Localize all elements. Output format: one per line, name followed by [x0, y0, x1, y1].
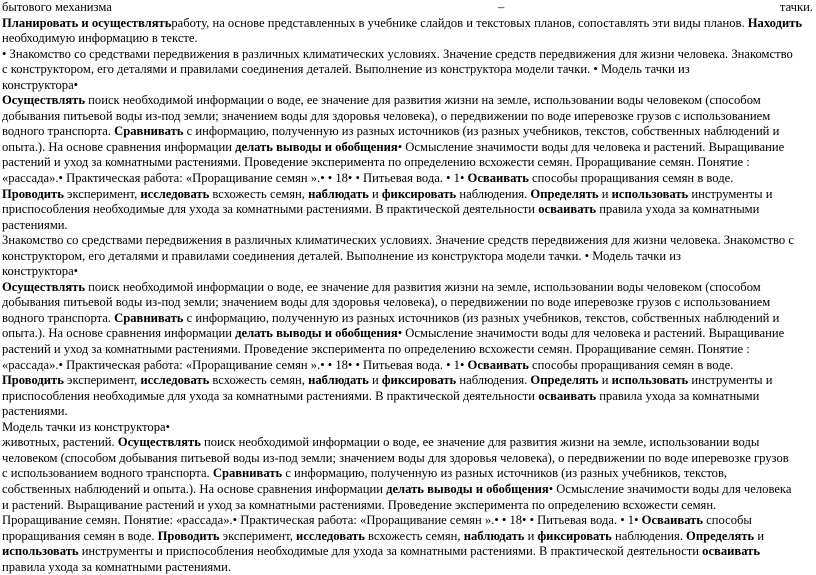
bold-term: осваивать	[538, 388, 597, 403]
text-run: наблюдения.	[456, 186, 531, 201]
bold-term: исследовать	[140, 186, 210, 201]
text-line	[2, 93, 813, 109]
text-line	[2, 544, 813, 560]
text-line	[2, 109, 813, 125]
text-line	[2, 498, 813, 514]
bold-term: исследовать	[140, 373, 210, 388]
text-run: и растений. Выращивание растений и уход за комнатными растениями. Проведение эксперимента по определению всхожести семян.	[2, 497, 717, 512]
bold-term: делать выводы и обобщения	[235, 139, 398, 154]
text-run: • Осмысление значимости воды для человека и растений. Выращивание	[397, 326, 785, 341]
text-line	[2, 482, 813, 498]
text-line	[2, 435, 813, 451]
text-run: правила ухода за комнатными	[596, 388, 760, 403]
text-run: наблюдения.	[456, 373, 531, 388]
bold-term: Проводить	[2, 186, 64, 201]
text-run: добывания питьевой воды из-под земли; значением воды для здоровья человека), о передвижении по воде иперевозке грузов с использованием	[2, 295, 771, 310]
text-run: опыта.). На основе сравнения информации	[2, 139, 236, 154]
bold-term: использовать	[611, 186, 689, 201]
text-run: конструктора•	[2, 264, 79, 279]
text-run: «рассада».• Практическая работа: «Проращивание семян ».• • 18• • Питьевая вода. • 1•	[2, 171, 468, 186]
text-line	[2, 326, 813, 342]
text-run: эксперимент,	[63, 373, 141, 388]
text-run: • Осмысление значимости воды для человека	[548, 481, 792, 496]
text-run: всхожесть семян,	[209, 186, 309, 201]
text-run: приспособления необходимые для ухода за комнатными растениями. В практической деятельности	[2, 202, 539, 217]
text-run: Проращивание семян. Понятие: «рассада».• Практическая работа: «Проращивание семян ».• • 18• • Питьевая вода. • 1•	[2, 513, 642, 528]
text-run: водного транспорта.	[2, 310, 115, 325]
text-run: способы проращивания семян в воде.	[528, 171, 734, 186]
text-line	[2, 264, 813, 280]
text-run: и	[368, 373, 382, 388]
bold-term: Осуществлять	[2, 279, 86, 294]
text-run: инструменты и приспособления необходимые для ухода за комнатными растениями. В практической деятельности	[78, 544, 703, 559]
bold-term: осваивать	[702, 544, 761, 559]
text-run: Знакомство со средствами передвижения в различных климатических условиях. Значение средств передвижения для жизни человека. Знакомство с	[2, 233, 794, 248]
text-line	[2, 233, 813, 249]
text-run: водного транспорта.	[2, 124, 115, 139]
bold-term: Определять	[530, 186, 599, 201]
bold-term: использовать	[611, 373, 689, 388]
text-line	[2, 451, 813, 467]
text-line	[2, 62, 813, 78]
text-run: способы	[703, 513, 752, 528]
text-line	[2, 358, 813, 374]
text-line	[2, 16, 813, 32]
bold-term: Осваивать	[467, 171, 529, 186]
text-run: с конструктором, его деталями и правилами соединения деталей. Выполнение из конструктора модели тачки. • Модель тачки из	[2, 62, 690, 77]
text-line	[2, 187, 813, 203]
text-run: и	[524, 528, 538, 543]
text-run: и	[754, 528, 765, 543]
bold-term: Сравнивать	[114, 310, 184, 325]
text-run: правила ухода за комнатными растениями.	[2, 559, 232, 574]
bold-term: наблюдать	[308, 186, 369, 201]
text-line	[2, 420, 813, 436]
text-line	[2, 47, 813, 63]
text-run: поиск необходимой информации о воде, ее значение для развития жизни на земле, использовании воды	[200, 435, 760, 450]
header-right-text: тачки.	[779, 0, 813, 14]
text-line	[2, 202, 813, 218]
text-run: конструктора•	[2, 77, 79, 92]
text-run: эксперимент,	[219, 528, 296, 543]
text-run: с информацию, полученную из разных источников (из разных учебников, текстов,	[282, 466, 728, 481]
text-line	[2, 249, 813, 265]
text-run: с использованием водного транспорта.	[2, 466, 213, 481]
text-run: поиск необходимой информации о воде, ее значение для развития жизни на земле, использовании воды человеком (способом	[85, 93, 761, 108]
text-run: и	[598, 373, 612, 388]
text-run: эксперимент,	[63, 186, 141, 201]
bold-term: наблюдать	[308, 373, 369, 388]
document-body	[2, 16, 813, 575]
bold-term: Находить	[747, 15, 803, 30]
text-line	[2, 373, 813, 389]
text-run: всхожесть семян,	[209, 373, 309, 388]
text-run: инструменты и	[688, 373, 773, 388]
header-line	[2, 0, 813, 16]
bold-term: фиксировать	[381, 373, 457, 388]
bold-term: Осваивать	[641, 513, 704, 528]
text-run: «рассада».• Практическая работа: «Проращивание семян ».• • 18• • Питьевая вода. • 1•	[2, 357, 468, 372]
text-line	[2, 513, 813, 529]
text-line	[2, 124, 813, 140]
text-run: опыта.). На основе сравнения информации	[2, 326, 236, 341]
text-line	[2, 171, 813, 187]
text-run: добывания питьевой воды из-под земли; значением воды для здоровья человека), о передвижении по воде иперевозке грузов с использованием	[2, 108, 771, 123]
bold-term: делать выводы и обобщения	[386, 481, 549, 496]
text-run: с информацию, полученную из разных источников (из разных учебников, текстов, собственных наблюдений и	[183, 124, 780, 139]
bold-term: Определять	[686, 528, 755, 543]
text-run: проращивания семян в воде.	[2, 528, 158, 543]
text-run: человеком (способом добывания питьевой воды из-под земли; значением воды для здоровья человека), о передвижении по воде иперевозке грузов	[2, 450, 789, 465]
text-line	[2, 529, 813, 545]
bold-term: фиксировать	[537, 528, 612, 543]
bold-term: Осваивать	[467, 357, 529, 372]
text-run: собственных наблюдений и опыта.). На основе сравнения информации	[2, 481, 387, 496]
text-line	[2, 295, 813, 311]
text-run: правила ухода за комнатными	[596, 202, 760, 217]
bold-term: делать выводы и обобщения	[235, 326, 398, 341]
text-line	[2, 560, 813, 575]
text-line	[2, 155, 813, 171]
text-run: • Знакомство со средствами передвижения в различных климатических условиях. Значение средств передвижения для жизни человека. Знакомство	[2, 46, 793, 61]
text-line	[2, 218, 813, 234]
text-line	[2, 31, 813, 47]
text-run: и	[598, 186, 612, 201]
text-line	[2, 140, 813, 156]
bold-term: Сравнивать	[212, 466, 283, 481]
bold-term: Проводить	[157, 528, 220, 543]
text-run: способы проращивания семян в воде.	[528, 357, 734, 372]
bold-term: Определять	[530, 373, 599, 388]
text-run: поиск необходимой информации о воде, ее значение для развития жизни на земле, использовании воды человеком (способом	[85, 279, 761, 294]
text-line	[2, 466, 813, 482]
bold-term: Осуществлять	[117, 435, 201, 450]
header-left-text: бытового механизма	[2, 0, 112, 14]
text-run: растений и уход за комнатными растениями. Проведение эксперимента по определению всхожести семян. Проращивание семян. Понятие :	[2, 155, 750, 170]
text-run: приспособления необходимые для ухода за комнатными растениями. В практической деятельности	[2, 388, 539, 403]
text-run: Модель тачки из конструктора•	[2, 419, 171, 434]
text-run: работу, на основе представленных в учебнике слайдов и текстовых планов, сопоставлять эти виды планов.	[171, 15, 748, 30]
text-run: животных, растений.	[2, 435, 118, 450]
text-run: всхожесть семян,	[364, 528, 464, 543]
text-run: необходимую информацию в тексте.	[2, 31, 198, 46]
bold-term: Сравнивать	[114, 124, 184, 139]
header-dash: –	[498, 0, 505, 14]
text-line	[2, 342, 813, 358]
bold-term: Проводить	[2, 373, 64, 388]
text-line	[2, 311, 813, 327]
text-run: растениями.	[2, 404, 68, 419]
bold-term: осваивать	[538, 202, 597, 217]
text-run: инструменты и	[688, 186, 773, 201]
bold-term: исследовать	[296, 528, 365, 543]
text-run: и	[368, 186, 382, 201]
bold-term: фиксировать	[381, 186, 457, 201]
bold-term: использовать	[2, 544, 79, 559]
text-run: • Осмысление значимости воды для человека и растений. Выращивание	[397, 139, 785, 154]
text-line	[2, 389, 813, 405]
text-run: с информацию, полученную из разных источников (из разных учебников, текстов, собственных наблюдений и	[183, 310, 780, 325]
text-run: наблюдения.	[611, 528, 687, 543]
text-line	[2, 280, 813, 296]
bold-term: наблюдать	[463, 528, 525, 543]
text-run: растениями.	[2, 217, 68, 232]
bold-term: Планировать и осуществлять	[2, 15, 172, 30]
text-run: конструктором, его деталями и правилами соединения деталей. Выполнение из конструктора модели тачки. • Модель тачки из	[2, 248, 682, 263]
text-line	[2, 78, 813, 94]
text-run: растений и уход за комнатными растениями. Проведение эксперимента по определению всхожести семян. Проращивание семян. Понятие :	[2, 342, 750, 357]
bold-term: Осуществлять	[2, 93, 86, 108]
text-line	[2, 404, 813, 420]
